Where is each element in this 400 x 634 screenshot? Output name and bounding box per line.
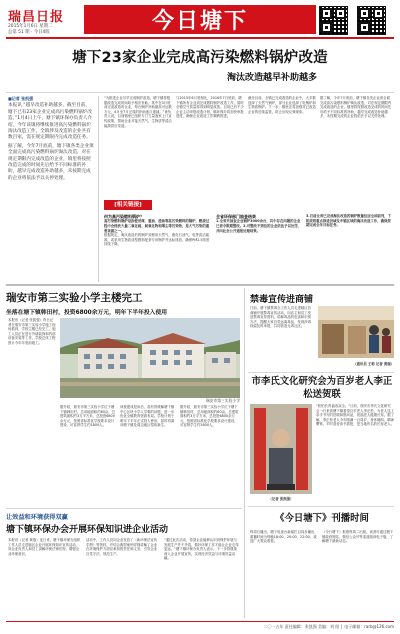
lead-body-1: 本报讯 “越早改造补助越多，截至目前，塘下已有23家企业完成高污染燃料锅炉改造。”1月4日上午，塘下镇环保办负责人介绍，今年该镇将继续推进高污染燃料锅炉淘汰改造工作，全镇涉及改造的企业共有数百家，需在规定期限内完成改造任务。 bbox=[8, 103, 93, 141]
qr-code-icon bbox=[319, 6, 348, 35]
enews-column-1: 每周日播出，塘下电视台新闻栏目同步播出，重播时间为每晚18:00、20:00、22:00，欢迎广大观众收看。 bbox=[250, 530, 318, 544]
date-line: 2015年1月6日 星期二 bbox=[8, 24, 53, 29]
calligraphy-headline: 市李氏文化研究会为百岁老人李正松送贺联 bbox=[251, 376, 393, 400]
lead-column-1 bbox=[8, 96, 94, 278]
issue-line: 总第 51 期 · 今日4版 bbox=[8, 30, 50, 35]
enews-column-2: 《今日塘下》报纸每周二出版，读者可通过塘下镇政府网站、微信公众号等渠道阅读电子版，了解塘下最新动态。 bbox=[322, 530, 394, 544]
lead-body-2: 据了解，今年7月底前，塘下镇各类企业须全面完成高污染燃料锅炉淘汰改造，对在规定期限内完成改造的企业，镇里将按照改造完成的时间先后给予不同标准的补助，越早完成改造补助越多，未按期完成的企业将依法予以关停处理。 bbox=[8, 143, 94, 181]
school-building-image bbox=[60, 318, 240, 398]
env-column-1: 本报讯（记者 黄瑞）连日来，塘下镇环保办组织工作人员走进辖区企业开展环保知识宣传活动，向企业负责人和员工讲解环保法律法规，增强企业环保意识。 bbox=[8, 538, 81, 556]
anti-drug-byline: （通讯员 王莉 记者 黄瑞） bbox=[353, 362, 394, 366]
env-column-2: 活动中，工作人员向企业发放了《新环保法宣传手册》等资料，并结合典型案例详细讲解了企业在环境保护方面应承担的责任和义务，引导企业自觉守法、规范生产。 bbox=[86, 538, 158, 556]
calligraphy-photo bbox=[250, 404, 312, 494]
school-subhead: 坐落在塘下镇韩田村，投资6800余万元，明年下半年投入使用 bbox=[6, 310, 168, 316]
env-headline: 塘下镇环保办会开展环保知识进企业活动 bbox=[6, 525, 169, 535]
anti-drug-headline: 禁毒宣传进商铺 bbox=[250, 295, 314, 305]
newspaper-logo: 瑞昌日报 bbox=[8, 10, 65, 25]
related-column-1: 何为高污染燃料锅炉？ 高污染燃料锅炉是指使用煤、重油、渣油等高污染燃料的锅炉，燃烧过程中会排放大量二氧化硫、氮氧化物和烟尘等污染物，是大气污染的重要来源之一。 根据规定，淘汰改造后的锅炉须使用天然气、液化石油气、电等清洁能源，或采用生物质成型燃料配套专用锅炉并达标排放，确保PM2.5浓度持续下降。 bbox=[104, 214, 212, 280]
related-column-3: 3.目前全省已完成淘汰改造的锅炉数量位居全国前列，下阶段将重点推进县城及乡镇区域的淘汰改造工作，确保按期完成全年目标任务。 bbox=[306, 214, 392, 228]
enews-headline: 《今日塘下》刊播时间 bbox=[275, 513, 369, 524]
lead-subhead: 淘汰改造越早补助越多 bbox=[226, 73, 317, 83]
lead-column-4: 与2015年6月底相比，2016年7月底前，塘下镇所有企业须完成燃料锅炉改造工作，届时全镇空气质量将得到明显改善。目前已有不少企业主动申报改造计划，镇环保办将加快审批进度，确保企业改造工作顺利推进。 bbox=[176, 96, 244, 119]
anti-drug-photo bbox=[318, 306, 394, 358]
lead-column-5: 截至目前，全镇已完成改造的企业中，大多数选择了天然气锅炉，部分企业选择了电锅炉和生物质锅炉。下一步，镇里还将加强对已改造企业的后续监管，防止出现反弹现象。 bbox=[248, 96, 316, 114]
related-links-tag: [相关链接] bbox=[104, 200, 152, 210]
related-question-2: 全省环保部门抽查结果 bbox=[216, 214, 256, 219]
lead-column-3: “为推进企业尽早完成锅炉改造，塘下镇将根据改造完成时间给予相应补助，其中在3月底前完成改造的企业，每台锅炉补助最高可达数万元，4月至7月完成的补助逐月递减。”该负责人说，目前镇里已组织专门力量逐家上门宣传政策，帮助企业对接天然气、生物质等清洁能源供应渠道。 bbox=[104, 96, 172, 128]
env-kicker: 让效益和环境获得双赢 bbox=[6, 514, 68, 521]
footer-credits: 二〇一五年 责任编辑：张凯强 美编：刘 阳 │ 电子邮箱：rarb@126.com bbox=[263, 624, 394, 629]
school-photo-caption: 瑞安市第三实验小学 bbox=[205, 398, 240, 403]
related-column-2: 全省环保部门抽查结果 1.全省共抽查企业锅炉3000余台，其中存在问题的企业已责令限期整改。2.对整改不到位的企业依法予以处罚，并向社会公开通报处理结果。 bbox=[216, 214, 302, 233]
lead-headline: 塘下23家企业完成高污染燃料锅炉改造 bbox=[72, 50, 328, 66]
qr-code-icon bbox=[357, 6, 386, 35]
school-column-3: 该校建成投用后，将有效缓解塘下镇中心区块小学入学难的问题，进一步优化全镇教育资源布局。学校计划于明年下半年正式投入使用，届时将面向塘下镇及周边地区招收新生。 bbox=[120, 405, 175, 428]
school-column-4: 据介绍，瑞安市第三实验小学位于塘下镇韩田村，总用地面积约60亩，总建筑面积约3万平方米，总投资6800余万元，按照省标准化学校要求设计建设，可容纳学生约1800人。 bbox=[180, 405, 239, 428]
school-photo bbox=[60, 318, 240, 398]
related-question-1: 何为高污染燃料锅炉？ bbox=[104, 214, 144, 219]
lead-byline: ■记者 张凯强 bbox=[8, 96, 34, 101]
anti-drug-body: 日前，塘下镇禁毒办工作人员走进辖区各商铺开展禁毒宣传活动，向店主和员工发放禁毒宣传资料，讲解毒品的危害和识别方法，提醒大家自觉远离毒品，发现涉毒线索及时举报，共同营造无毒社区。 bbox=[250, 306, 312, 329]
shop-interior-image bbox=[318, 306, 394, 358]
section-banner: 今日塘下 bbox=[84, 5, 316, 34]
calligraphy-byline: （记者 张凯强） bbox=[268, 497, 294, 501]
calligraphy-body: “松柏长青福寿双全。”日前，瑞安市李氏文化研究会一行来到塘下镇看望百岁老人李正松，为老人送上亲手书写的贺联和慰问品，祝福老人健康长寿。据了解，李正松老人今年刚满一百周岁，身体硬朗，精神矍铄，平时喜爱读书看报，是当地有名的长寿老人。 bbox=[316, 404, 394, 427]
school-headline: 瑞安市第三实验小学主楼完工 bbox=[6, 292, 143, 304]
school-column-2: 据介绍，瑞安市第三实验小学位于塘下镇韩田村，总用地面积约60亩，总建筑面积约3万平方米，总投资6800余万元，按照省标准化学校要求设计建设，可容纳学生约1800人。 bbox=[60, 405, 116, 428]
lead-column-6: 据了解，今年7月底前，塘下镇各类企业须全面完成高污染燃料锅炉淘汰改造，对在规定期限内完成改造的企业，镇里将按照改造完成的时间先后给予不同标准的补助，越早完成改造补助越多，未按期完成的企业将依法予以关停处理。 bbox=[320, 96, 392, 119]
masthead-rule bbox=[6, 37, 394, 39]
school-column-1: 本报讯（记者 张凯强）昨日记者在瑞安市第三实验小学施工现场看到，学校主楼已经完工，施工人员正在进行外墙装饰和内部设备安装等工作，学校总体工程预计今年年底前竣工。 bbox=[8, 318, 56, 345]
env-column-3: “通过此次活动，希望企业能够认识到保护环境与发展生产并不矛盾，做好环保工作才能让企业走得更远。”塘下镇环保办负责人表示，下一步将继续深入企业开展宣传，实现经济效益与环境效益双赢。 bbox=[164, 538, 239, 561]
elderly-man-image bbox=[250, 404, 312, 494]
